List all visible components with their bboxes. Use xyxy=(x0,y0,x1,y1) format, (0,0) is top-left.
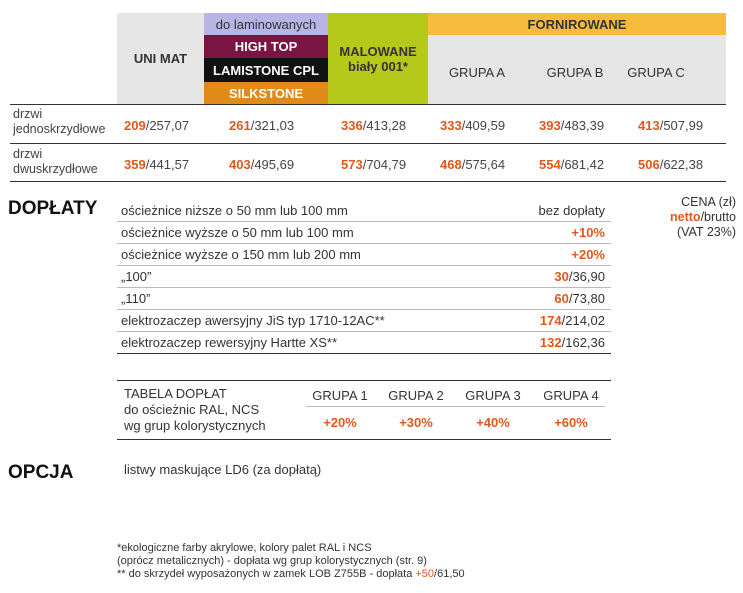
price-cell: 336/413,28 xyxy=(341,118,407,133)
divider-middle xyxy=(10,143,726,144)
tabela-divider-bottom xyxy=(117,439,611,440)
header-fornirowane xyxy=(428,13,726,35)
cena-line3: (VAT 23%) xyxy=(676,225,736,239)
tabela-group-cell: GRUPA 3 xyxy=(465,387,521,403)
doplata-row xyxy=(117,200,611,222)
header-laminated xyxy=(204,13,328,35)
tabela-line1: TABELA DOPŁAT xyxy=(124,386,227,401)
tabela-line3: wg grup kolorystycznych xyxy=(124,418,266,433)
doplata-row xyxy=(117,244,611,266)
divider-top xyxy=(10,104,726,105)
row-label-line2: dwuskrzydłowe xyxy=(13,162,98,176)
grupa-c-label: GRUPA C xyxy=(627,64,685,80)
price-cell: 359/441,57 xyxy=(124,157,190,172)
tabela-line2: do ościeżnic RAL, NCS xyxy=(124,402,260,417)
tabela-group-cell: GRUPA 2 xyxy=(388,387,444,403)
doplata-label: „100” xyxy=(121,269,152,284)
doplata-row xyxy=(117,310,611,332)
doplata-label: ościeżnice niższe o 50 mm lub 100 mm xyxy=(121,203,348,218)
doplata-value: +20% xyxy=(571,247,605,262)
row-label-line1: drzwi xyxy=(13,147,43,161)
uni-mat-label: UNI MAT xyxy=(133,51,188,66)
tabela-group-cell: GRUPA 4 xyxy=(543,387,599,403)
doplata-value: 30/36,90 xyxy=(554,269,605,284)
row-label-jedno xyxy=(13,107,105,137)
opcja-title: OPCJA xyxy=(8,462,74,483)
grupa-b-cell xyxy=(531,62,619,82)
doplata-value: +10% xyxy=(571,225,605,240)
doplata-value: 132/162,36 xyxy=(539,335,605,350)
doplata-row xyxy=(117,332,611,354)
grupa-a-label: GRUPA A xyxy=(448,64,506,80)
grupa-b-label: GRUPA B xyxy=(546,64,604,80)
header-malowane xyxy=(328,13,428,104)
doplata-value: bez dopłaty xyxy=(538,203,605,218)
doplata-value: 60/73,80 xyxy=(554,291,605,306)
price-cell: 393/483,39 xyxy=(539,118,605,133)
row-label-line2: jednoskrzydłowe xyxy=(13,122,106,136)
header-high-top xyxy=(204,35,328,58)
malowane-line1: MALOWANE xyxy=(339,43,417,59)
header-uni-mat xyxy=(117,13,204,104)
divider-bottom xyxy=(10,181,726,182)
doplata-label: „110” xyxy=(121,291,151,306)
footnote-line3: ** do skrzydeł wyposażonych w zamek LOB Z755B - dopłata +50/61,50 xyxy=(117,568,465,580)
doplata-row xyxy=(117,222,611,244)
doplata-label: elektrozaczep awersyjny JiS typ 1710-12AC** xyxy=(121,313,385,328)
row-label-line1: drzwi xyxy=(13,107,43,121)
doplata-label: ościeżnice wyższe o 50 mm lub 100 mm xyxy=(121,225,354,240)
header-silkstone xyxy=(204,82,328,104)
price-cell: 403/495,69 xyxy=(229,157,295,172)
price-cell: 333/409,59 xyxy=(440,118,506,133)
price-cell: 413/507,99 xyxy=(638,118,704,133)
tabela-divider-top xyxy=(117,380,611,381)
doplata-value: 174/214,02 xyxy=(539,313,605,328)
tabela-value-cell: +40% xyxy=(476,414,510,430)
tabela-inner-divider xyxy=(306,406,605,407)
grupa-a-cell xyxy=(433,62,521,82)
footnote-line2: (oprócz metalicznych) - dopłata wg grup kolorystycznych (str. 9) xyxy=(117,555,427,567)
price-cell: 468/575,64 xyxy=(440,157,506,172)
silkstone-label: SILKSTONE xyxy=(228,85,304,101)
header-lamistone xyxy=(204,58,328,82)
tabela-value-cell: +30% xyxy=(399,414,433,430)
doplaty-title: DOPŁATY xyxy=(8,198,98,219)
price-cell: 554/681,42 xyxy=(539,157,605,172)
laminated-label: do laminowanych xyxy=(215,16,317,32)
doplata-label: ościeżnice wyższe o 150 mm lub 200 mm xyxy=(121,247,361,262)
doplata-label: elektrozaczep rewersyjny Hartte XS** xyxy=(121,335,338,350)
tabela-value-cell: +60% xyxy=(554,414,588,430)
tabela-group-cell: GRUPA 1 xyxy=(312,387,368,403)
footnotes xyxy=(117,542,465,581)
cena-line2: netto/brutto xyxy=(670,210,736,224)
tabela-title xyxy=(124,386,266,434)
cena-legend xyxy=(626,195,736,240)
doplata-row xyxy=(117,288,611,310)
high-top-label: HIGH TOP xyxy=(234,39,298,54)
doplata-row xyxy=(117,266,611,288)
price-cell: 209/257,07 xyxy=(124,118,190,133)
price-cell: 506/622,38 xyxy=(638,157,704,172)
footnote-line1: *ekologiczne farby akrylowe, kolory palet RAL i NCS xyxy=(117,542,372,554)
row-label-dwu xyxy=(13,147,98,177)
grupa-c-cell xyxy=(612,62,700,82)
price-cell: 261/321,03 xyxy=(229,118,295,133)
fornirowane-label: FORNIROWANE xyxy=(527,16,627,32)
opcja-text: listwy maskujące LD6 (za dopłatą) xyxy=(124,462,322,477)
malowane-line2: biały 001* xyxy=(348,58,408,74)
lamistone-label: LAMISTONE CPL xyxy=(213,62,319,78)
cena-line1: CENA (zł) xyxy=(681,195,736,209)
tabela-value-cell: +20% xyxy=(323,414,357,430)
price-cell: 573/704,79 xyxy=(341,157,407,172)
